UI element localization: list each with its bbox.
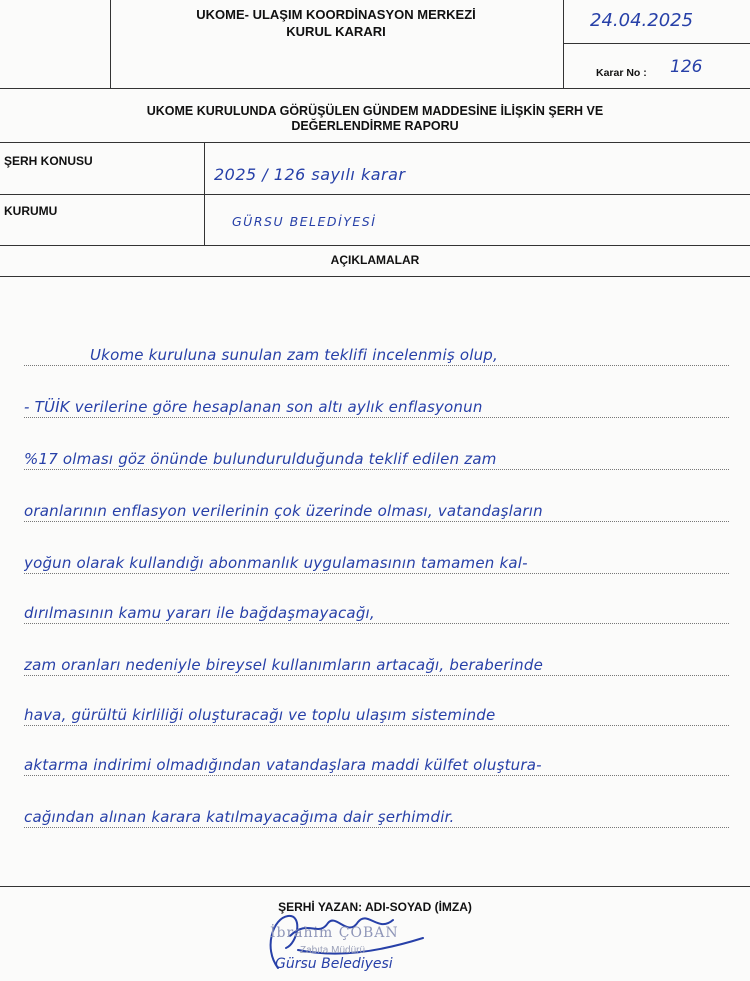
handwritten-date: 24.04.2025: [590, 10, 694, 31]
explanation-line: Ukome kuruluna sunulan zam teklifi incelenmiş olup,: [24, 346, 729, 366]
explanation-line: %17 olması göz önünde bulundurulduğunda teklif edilen zam: [24, 450, 729, 470]
header-date-underline: [563, 43, 750, 44]
handwritten-topic: 2025 / 126 sayılı karar: [214, 165, 406, 184]
header-bottom-line: [0, 88, 750, 89]
explanations-heading-bottom-line: [0, 276, 750, 277]
explanation-line: oranlarının enflasyon verilerinin çok üzerinde olması, vatandaşların: [24, 502, 729, 522]
report-title-bottom-line: [0, 142, 750, 143]
explanation-line: cağından alınan karara katılmayacağıma dair şerhimdir.: [24, 808, 729, 828]
explanation-line: yoğun olarak kullandığı abonmanlık uygulamasının tamamen kal-: [24, 554, 729, 574]
institution-label: KURUMU: [4, 204, 58, 218]
explanation-line: hava, gürültü kirliliği oluşturacağı ve toplu ulaşım sisteminde: [24, 706, 729, 726]
header-title-line2: KURUL KARARI: [286, 24, 386, 39]
stamp-name: İbrahim ÇOBAN: [270, 925, 399, 941]
explanation-line: dırılmasının kamu yararı ile bağdaşmayacağı,: [24, 604, 729, 624]
topic-label: ŞERH KONUSU: [4, 154, 93, 168]
explanation-line: - TÜİK verilerine göre hesaplanan son altı aylık enflasyonun: [24, 398, 729, 418]
signature-separator-line: [0, 886, 750, 887]
header-divider-left: [110, 0, 111, 88]
institution-row-bottom-line: [0, 245, 750, 246]
handwritten-decision-no: 126: [670, 57, 703, 77]
report-title-line1: UKOME KURULUNDA GÖRÜŞÜLEN GÜNDEM MADDESİNE İLİŞKİN ŞERH VE: [146, 104, 604, 118]
explanation-line: zam oranları nedeniyle bireysel kullanımların artacağı, beraberinde: [24, 656, 729, 676]
header-divider-right: [563, 0, 564, 88]
explanations-heading: AÇIKLAMALAR: [330, 253, 420, 267]
report-title-line2: DEĞERLENDİRME RAPORU: [291, 119, 459, 133]
field-label-divider: [204, 142, 205, 245]
stamp-title: Zabıta Müdürü: [300, 945, 366, 956]
report-title: [40, 104, 710, 134]
handwritten-organization: Gürsu Belediyesi: [275, 956, 393, 972]
topic-row-bottom-line: [0, 194, 750, 195]
header-title-line1: UKOME- ULAŞIM KOORDİNASYON MERKEZİ: [196, 7, 476, 22]
explanation-line: aktarma indirimi olmadığından vatandaşlara maddi külfet oluştura-: [24, 756, 729, 776]
handwritten-institution: GÜRSU BELEDİYESİ: [232, 214, 377, 229]
header-title: [112, 6, 560, 40]
decision-no-label: Karar No :: [596, 67, 647, 79]
signer-label: ŞERHİ YAZAN: ADI-SOYAD (İMZA): [278, 900, 472, 914]
